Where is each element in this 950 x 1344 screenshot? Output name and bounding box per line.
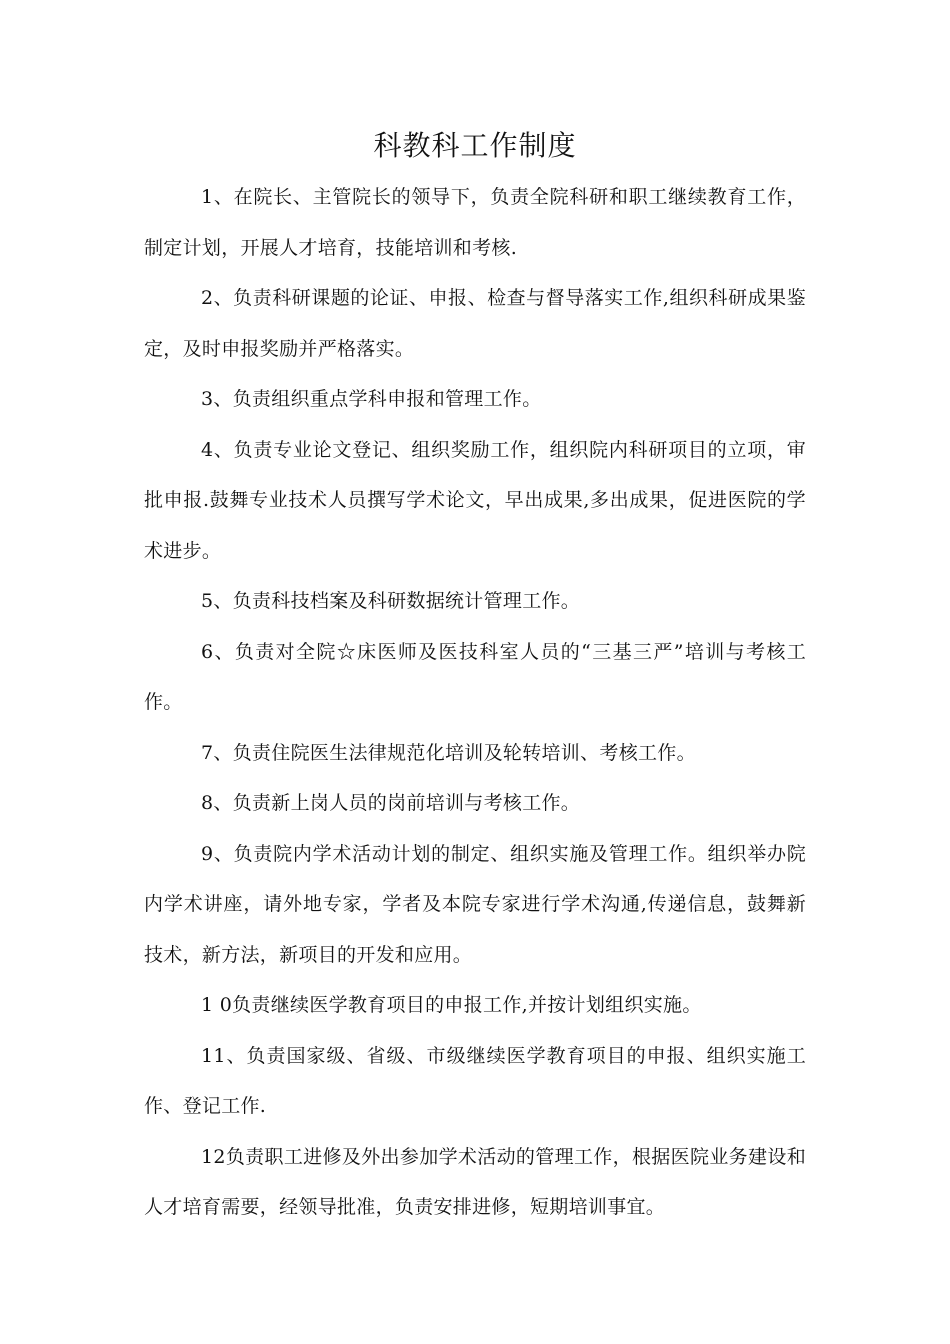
paragraph-7: 7、负责住院医生法律规范化培训及轮转培训、考核工作。: [201, 741, 696, 764]
paragraph-1: 1、在院长、主管院长的领导下，负责全院科研和职工继续教育工作，制定计划，开展人才培育，技能培训和考核.: [144, 186, 806, 259]
paragraph-10: 1 0负责继续医学教育项目的申报工作,并按计划组织实施。: [201, 994, 702, 1016]
paragraph-12: 12负责职工进修及外出参加学术活动的管理工作，根据医院业务建设和人才培育需要，经领导批准，负责安排进修，短期培训事宜。: [144, 1145, 806, 1218]
document-title: 科教科工作制度: [373, 129, 577, 162]
paragraph-3: 3、负责组织重点学科申报和管理工作。: [201, 388, 542, 410]
paragraph-4: 4、负责专业论文登记、组织奖励工作，组织院内科研项目的立项，审批申报.鼓舞专业技术人员撰写学术论文，早出成果,多出成果，促进医院的学术进步。: [144, 438, 806, 562]
paragraph-9: 9、负责院内学术活动计划的制定、组织实施及管理工作。组织举办院内学术讲座，请外地专家，学者及本院专家进行学术沟通,传递信息，鼓舞新技术，新方法，新项目的开发和应用。: [144, 842, 806, 966]
paragraph-6: 6、负责对全院☆床医师及医技科室人员的“三基三严”培训与考核工作。: [144, 640, 806, 713]
paragraph-8: 8、负责新上岗人员的岗前培训与考核工作。: [201, 792, 581, 814]
paragraph-2: 2、负责科研课题的论证、申报、检查与督导落实工作,组织科研成果鉴定，及时申报奖励并严格落实。: [144, 287, 806, 360]
paragraph-11: 11、负责国家级、省级、市级继续医学教育项目的申报、组织实施工作、登记工作.: [144, 1044, 806, 1117]
paragraph-5: 5、负责科技档案及科研数据统计管理工作。: [201, 590, 581, 612]
document-body: [144, 172, 806, 1233]
